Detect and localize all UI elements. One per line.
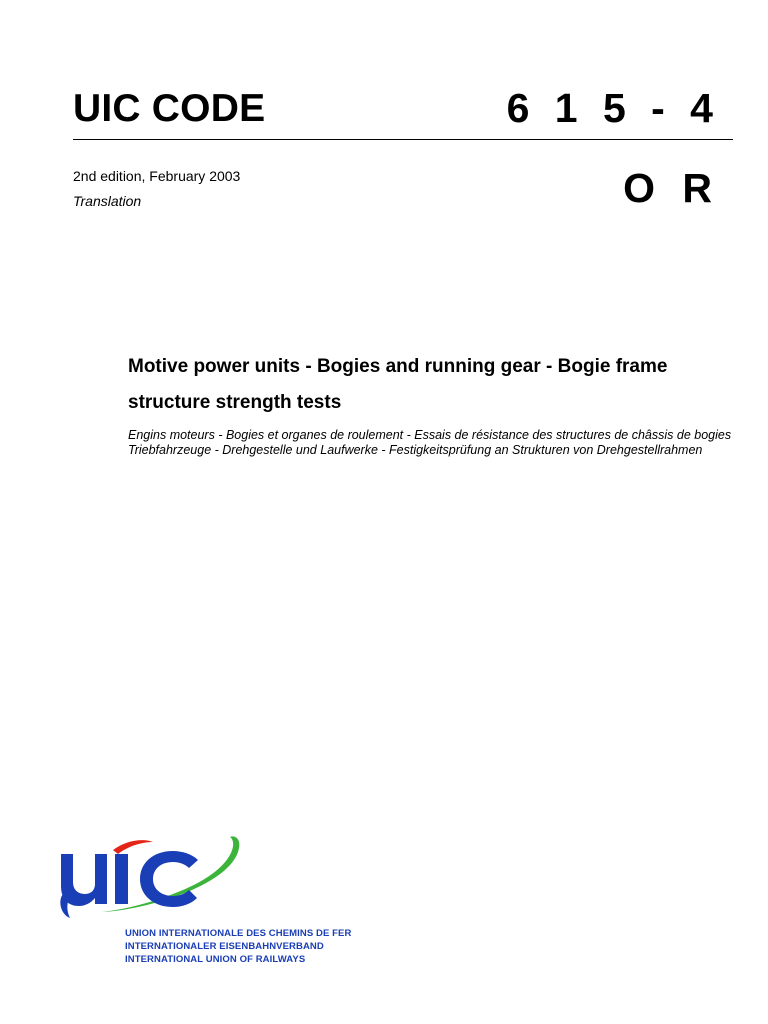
uic-logo-text	[125, 927, 351, 966]
translation-label: Translation	[73, 193, 142, 209]
french-title: Engins moteurs - Bogies et organes de roulement - Essais de résistance des structures de châssis de bogies	[128, 428, 732, 442]
uic-logo-letter-i	[115, 854, 128, 904]
uic-logo	[58, 832, 248, 924]
uic-logo-u-tail	[60, 894, 70, 918]
translated-titles	[128, 428, 738, 457]
logo-line-german: INTERNATIONALER EISENBAHNVERBAND	[125, 941, 324, 952]
logo-line-english: INTERNATIONAL UNION OF RAILWAYS	[125, 954, 306, 965]
document-title: Motive power units - Bogies and running gear - Bogie frame structure strength tests	[128, 356, 668, 413]
logo-line-french: UNION INTERNATIONALE DES CHEMINS DE FER	[125, 928, 352, 939]
edition-text: 2nd edition, February 2003	[73, 168, 241, 184]
german-title: Triebfahrzeuge - Drehgestelle und Laufwerke - Festigkeitsprüfung an Strukturen von Drehgestellrahmen	[128, 442, 703, 457]
status-code: O R	[623, 165, 720, 211]
code-label: UIC CODE	[73, 87, 266, 130]
uic-logo-letter-c	[140, 851, 198, 907]
code-number: 6 1 5 - 4	[506, 85, 720, 131]
header-divider	[73, 139, 733, 140]
uic-logo-red-accent	[113, 840, 153, 854]
